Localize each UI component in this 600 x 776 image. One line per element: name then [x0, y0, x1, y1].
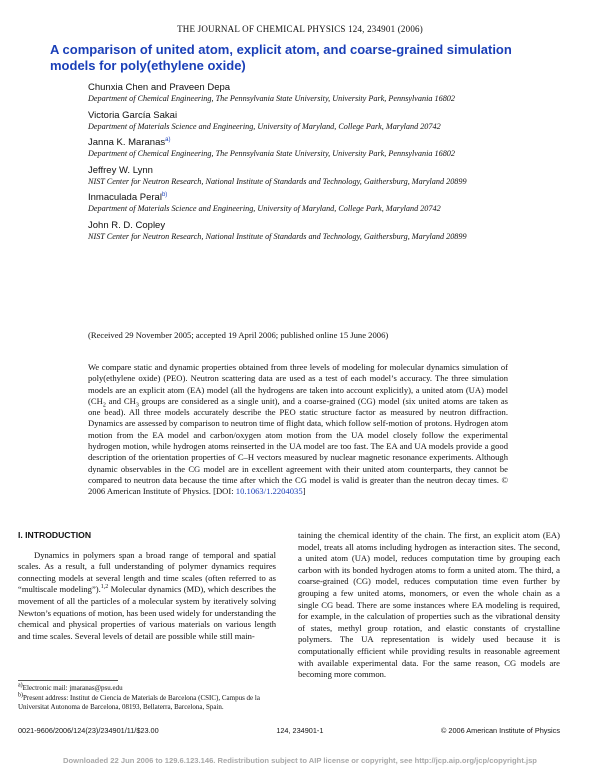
author-name: Janna K. Maranas$^{a)}$	[88, 136, 171, 148]
page-footer	[18, 726, 560, 735]
download-notice: Downloaded 22 Jun 2006 to 129.6.123.146. Redistribution subject to AIP license or copyright, see http://jcp.aip.org/jcp/copyright.jsp	[63, 756, 537, 765]
footnote-divider	[18, 680, 118, 681]
footnote-link[interactable]: a)	[165, 136, 171, 143]
author-name: Jeffrey W. Lynn	[88, 164, 153, 176]
column-right	[298, 530, 560, 681]
author-affiliation: NIST Center for Neutron Research, National Institute of Standards and Technology, Gaithersburg, Maryland 20899	[88, 176, 467, 186]
author-affiliation: Department of Chemical Engineering, The Pennsylvania State University, University Park, Pennsylvania 16802	[88, 149, 455, 158]
author-block	[88, 137, 558, 160]
author-affiliation: Department of Materials Science and Engineering, University of Maryland, College Park, Maryland 20742	[88, 121, 441, 131]
paper-title: A comparison of united atom, explicit atom, and coarse-grained simulation models for poly(ethylene oxide)	[50, 42, 512, 73]
footnotes	[18, 684, 278, 713]
received-dates: (Received 29 November 2005; accepted 19 April 2006; published online 15 June 2006)	[88, 330, 389, 340]
running-header: THE JOURNAL OF CHEMICAL PHYSICS 124, 234901 (2006)	[177, 24, 423, 34]
footer-page-number: 124, 234901-1	[276, 726, 324, 735]
footnote: $^{a)}$Electronic mail: jmaranas@psu.edu	[18, 682, 123, 692]
author-block	[88, 82, 558, 105]
intro-paragraph-continued: taining the chemical identity of the chain. The first, an explicit atom (EA) model, treats all atoms including hydrogen as interaction sites. The second, a united atom (UA) model, reduces computation time by grouping each carbon with its bonded hydrogen atoms to form a united atom. The third, a coarse-grained (CG) model, reduces computation time even further by grouping a few united atoms, monomers, or even the whole chain as a single CG bead. There are some instances where EA modeling is required, for example, in the calculation of properties such as the vibrational density of states, methyl group rotation, and elastic constants of crystalline polymers. The UA representation is widely used because it is computationally efficient while providing results in reasonable agreement with available experimental data. For the same reason, CG models are becoming more common.	[298, 530, 560, 680]
author-name: John R. D. Copley	[88, 219, 166, 231]
doi-link[interactable]: 10.1063/1.2204035	[235, 486, 303, 497]
author-list	[88, 82, 558, 247]
author-block	[88, 220, 558, 243]
abstract: We compare static and dynamic properties obtained from three levels of modeling for molecular dynamics simulation of poly(ethylene oxide) (PEO). Neutron scattering data are used as a test of each model’s accuracy. The three simulation models are an explicit atom (EA) model (all the hydrogens are taken into account explicitly), a united atom (UA) model ($CH_2$ and $CH_3$ groups are considered as a single unit), and a coarse-grained (CG) model (six united atoms are taken as one bead). All three models accurately describe the PEO static structure factor as measured by neutron diffraction. Dynamics are assessed by comparison to neutron time of flight data, which follow self-motion of protons. Hydrogen atom motion from the EA model and carbon/oxygen atom motion from the UA model closely follow the experimental hydrogen motion, while hydrogen atoms reinserted in the UA model are too fast. The EA and UA models provide a good description of the orientation properties of C–H vectors measured by nuclear magnetic resonance experiments. Although dynamic observables in the CG model are in excellent agreement with their united atom counterparts, they cannot be compared to neutron data because the time after which the CG model is valid is greater than the neutron decay times. © 2006 American Institute of Physics. [DOI: 10.1063/1.2204035]	[88, 362, 508, 497]
intro-paragraph: Dynamics in polymers span a broad range of temporal and spatial scales. As a result, a full understanding of polymer dynamics requires connecting models at several length and time scales (often referred to as “multiscale modeling”).$^{1,2}$ Molecular dynamics (MD), which describes the movement of all the particles of a molecular system by iteratively solving Newton’s equations of motion, has been used widely for understanding the chemical and physical properties of various materials on various length and time scales. Several levels of detail are possible while still main-	[18, 549, 276, 641]
author-block	[88, 192, 558, 215]
author-name: Victoria García Sakai	[88, 109, 178, 121]
author-affiliation: Department of Chemical Engineering, The Pennsylvania State University, University Park, Pennsylvania 16802	[88, 94, 455, 103]
author-name: Chunxia Chen and Praveen Depa	[88, 82, 231, 93]
author-affiliation: Department of Materials Science and Engineering, University of Maryland, College Park, Maryland 20742	[88, 204, 441, 213]
footer-copyright: © 2006 American Institute of Physics	[441, 726, 560, 735]
author-affiliation: NIST Center for Neutron Research, National Institute of Standards and Technology, Gaithersburg, Maryland 20899	[88, 231, 467, 241]
footnote: $^{b)}$Present address: Institut de Ciencia de Materials de Barcelona (CSIC), Campus de la Universitat Autonoma de Barcelona, 08193, Bellaterra, Barcelona, Spain.	[18, 692, 260, 711]
section-heading: I. INTRODUCTION	[18, 530, 92, 540]
author-block	[88, 165, 558, 188]
author-name: Inmaculada Peral$^{b)}$	[88, 191, 168, 203]
author-block	[88, 110, 558, 133]
column-left	[18, 530, 276, 642]
footnote-link[interactable]: b)	[161, 191, 168, 198]
footer-issn: 0021-9606/2006/124(23)/234901/11/$23.00	[18, 726, 159, 735]
reference-link[interactable]: 1,2	[100, 584, 109, 591]
